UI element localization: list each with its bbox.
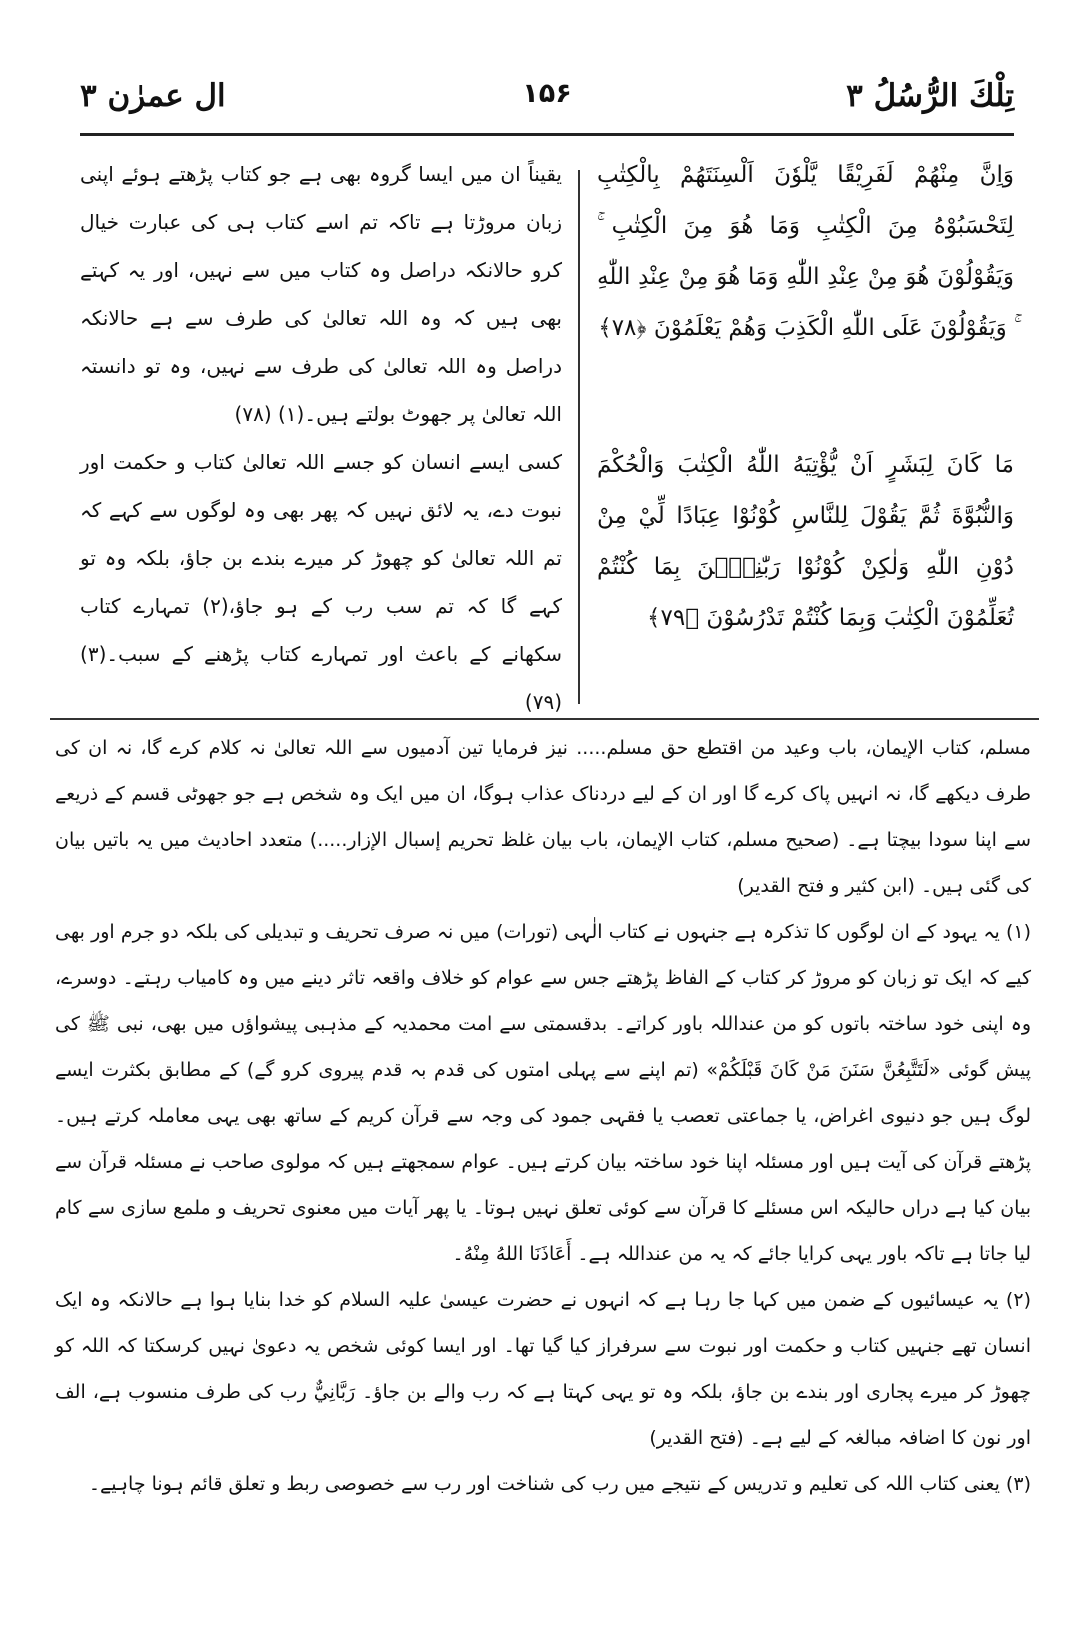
translation-78: یقیناً ان میں ایسا گروہ بھی ہے جو کتاب پڑھتے ہوئے اپنی زبان مروڑتا ہے تاکہ تم اسے کتاب ہی کی عبارت خیال کرو حالانکہ دراصل وہ کتاب میں سے نہیں، اور یہ کہتے بھی ہیں کہ وہ اللہ تعالیٰ کی طرف سے ہے حالانکہ دراصل وہ اللہ تعالیٰ کی طرف سے نہیں، وہ تو دانستہ اللہ تعالیٰ پر جھوٹ بولتے ہیں۔(۱) (۷۸) [80,162,562,426]
commentary [55,725,1031,1507]
page-header [80,70,1014,132]
footnote-rule [50,718,1039,720]
header-rule [80,133,1014,136]
verses-section [80,150,1014,712]
verse-78: وَاِنَّ مِنْهُمْ لَفَرِيْقًا يَّلْوٗنَ اَلْسِنَتَهُمْ بِالْكِتٰبِ لِتَحْسَبُوْهُ مِنَ الْكِتٰبِ وَمَا هُوَ مِنَ الْكِتٰبِ ۚ وَيَقُوْلُوْنَ هُوَ مِنْ عِنْدِ اللّٰهِ وَمَا هُوَ مِنْ عِنْدِ اللّٰهِ ۚ وَيَقُوْلُوْنَ عَلَى اللّٰهِ الْكَذِبَ وَهُمْ يَعْلَمُوْنَ ﴿۷۸﴾ [597,162,1014,341]
commentary-continued: مسلم، کتاب الإیمان، باب وعید من اقتطع حق مسلم..... نیز فرمایا تین آدمیوں سے اللہ تعالیٰ نہ کلام کرے گا، نہ ان کی طرف دیکھے گا، نہ انہیں پاک کرے گا اور ان کے لیے دردناک عذاب ہوگا، ان میں ایک وہ شخص ہے جو جھوٹی قسم کے ذریعے سے اپنا سودا بیچتا ہے۔ (صحیح مسلم، کتاب الإیمان، باب بیان غلظ تحریم إسبال الإزار.....) متعدد احادیث میں یہ باتیں بیان کی گئی ہیں۔ (ابن کثیر و فتح القدیر) [55,737,1031,897]
translation-79: کسی ایسے انسان کو جسے اللہ تعالیٰ کتاب و حکمت اور نبوت دے، یہ لائق نہیں کہ پھر بھی وہ لوگوں سے کہے کہ تم اللہ تعالیٰ کو چھوڑ کر میرے بندے بن جاؤ، بلکہ وہ تو کہے گا کہ تم سب رب کے ہو جاؤ،(۲) تمہارے کتاب سکھانے کے باعث اور تمہارے کتاب پڑھنے کے سبب۔(۳) (۷۹) [80,450,562,714]
translation-column [80,150,562,712]
arabic-column [597,150,1014,712]
footnote-3: (۳) یعنی کتاب اللہ کی تعلیم و تدریس کے نتیجے میں رب کی شناخت اور رب سے خصوصی ربط و تعلق قائم ہونا چاہیے۔ [88,1473,1031,1495]
footnote-1: (۱) یہ یہود کے ان لوگوں کا تذکرہ ہے جنہوں نے کتاب الٰہی (تورات) میں نہ صرف تحریف و تبدیلی کی بلکہ دو جرم اور بھی کیے کہ ایک تو زبان کو مروڑ کر کتاب کے الفاظ پڑھتے جس سے عوام کو خلاف واقعہ تاثر دینے میں وہ کامیاب رہتے۔ دوسرے، وہ اپنی خود ساختہ باتوں کو من عنداللہ باور کراتے۔ بدقسمتی سے امت محمدیہ کے مذہبی پیشواؤں میں بھی، نبی ﷺ کی پیش گوئی «لَتَتَّبِعُنَّ سَنَنَ مَنْ كَانَ قَبْلَكُمْ» (تم اپنے سے پہلی امتوں کی قدم بہ قدم پیروی کرو گے) کے مطابق بکثرت ایسے لوگ ہیں جو دنیوی اغراض، یا جماعتی تعصب یا فقہی جمود کی وجہ سے قرآن کریم کے ساتھ بھی یہی معاملہ کرتے ہیں۔ پڑھتے قرآن کی آیت ہیں اور مسئلہ اپنا خود ساختہ بیان کرتے ہیں۔ عوام سمجھتے ہیں کہ مولوی صاحب نے مسئلہ قرآن سے بیان کیا ہے دراں حالیکہ اس مسئلے کا قرآن سے کوئی تعلق نہیں ہوتا۔ یا پھر آیات میں معنوی تحریف و ملمع سازی سے کام لیا جاتا ہے تاکہ باور یہی کرایا جائے کہ یہ من عنداللہ ہے۔ أَعَاذَنَا اللهُ مِنْهُ۔ [55,921,1031,1265]
juz-title: تِلْكَ الرُّسُلُ ۳ [846,78,1014,114]
column-divider [578,170,580,704]
surah-title: ال عمرٰن ۳ [80,78,226,114]
page-number: ۱۵۶ [522,78,572,109]
verse-79: مَا كَانَ لِبَشَرٍ اَنْ يُّؤْتِيَهُ اللّٰهُ الْكِتٰبَ وَالْحُكْمَ وَالنُّبُوَّةَ ثُمَّ يَقُوْلَ لِلنَّاسِ كُوْنُوْا عِبَادًا لِّيْ مِنْ دُوْنِ اللّٰهِ وَلٰكِنْ كُوْنُوْا رَبّٰنِيّٖنَ بِمَا كُنْتُمْ تُعَلِّمُوْنَ الْكِتٰبَ وَبِمَا كُنْتُمْ تَدْرُسُوْنَ ﴿۷۹﴾ [597,452,1014,631]
footnote-2: (۲) یہ عیسائیوں کے ضمن میں کہا جا رہا ہے کہ انہوں نے حضرت عیسیٰ علیہ السلام کو خدا بنایا ہوا ہے حالانکہ وہ ایک انسان تھے جنہیں کتاب و حکمت اور نبوت سے سرفراز کیا گیا تھا۔ اور ایسا کوئی شخص یہ دعویٰ نہیں کرسکتا کہ اللہ کو چھوڑ کر میرے پجاری اور بندے بن جاؤ، بلکہ وہ تو یہی کہتا ہے کہ رب والے بن جاؤ۔ رَبَّانِيٌّ رب کی طرف منسوب ہے، الف اور نون کا اضافہ مبالغہ کے لیے ہے۔ (فتح القدیر) [55,1289,1031,1449]
